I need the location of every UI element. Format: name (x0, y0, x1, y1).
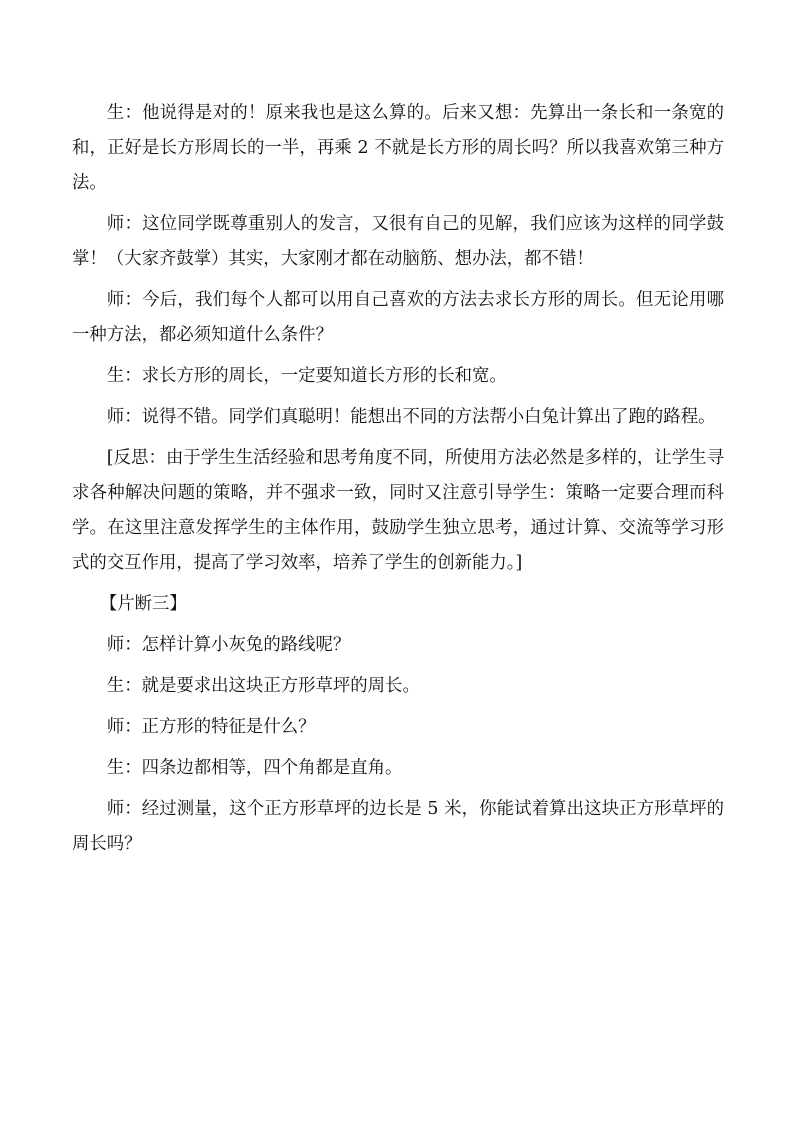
paragraph-reflection: [反思：由于学生生活经验和思考角度不同，所使用方法必然是多样的，让学生寻求各种解决问题的策略，并不强求一致，同时又注意引导学生：策略一定要合理而科学。在这里注意发挥学生的主体作用，鼓励学生独立思考，通过计算、交流等学习形式的交互作用，提高了学习效率，培养了学生的创新能力。] (72, 448, 724, 573)
paragraph-student-answer: 生：求长方形的周长，一定要知道长方形的长和宽。 (106, 366, 507, 386)
paragraph-student-third-method: 生：他说得是对的！原来我也是这么算的。后来又想：先算出一条长和一条宽的和，正好是长方形周长的一半，再乘 2 不就是长方形的周长吗？所以我喜欢第三种方法。 (72, 103, 724, 193)
paragraph-teacher-praise: 师：这位同学既尊重别人的发言，又很有自己的见解，我们应该为这样的同学鼓掌！（大家齐鼓掌）其实，大家刚才都在动脑筋、想办法，都不错！ (72, 214, 724, 269)
paragraph-teacher-side-length: 师：经过测量，这个正方形草坪的边长是 5 米，你能试着算出这块正方形草坪的周长吗？ (72, 799, 724, 854)
paragraph-student-square-perimeter: 生：就是要求出这块正方形草坪的周长。 (106, 676, 420, 696)
paragraph-teacher-summary: 师：说得不错。同学们真聪明！能想出不同的方法帮小白兔计算出了跑的路程。 (106, 407, 716, 427)
paragraph-teacher-square-features: 师：正方形的特征是什么？ (106, 717, 316, 737)
paragraph-teacher-gray-rabbit: 师：怎样计算小灰兔的路线呢？ (106, 635, 351, 655)
section-heading-fragment-three: 【片断三】 (99, 594, 187, 614)
document-body (72, 96, 724, 868)
paragraph-teacher-question: 师：今后，我们每个人都可以用自己喜欢的方法去求长方形的周长。但无论用哪一种方法，都必须知道什么条件？ (72, 290, 724, 345)
paragraph-student-square-features: 生：四条边都相等，四个角都是直角。 (106, 758, 403, 778)
